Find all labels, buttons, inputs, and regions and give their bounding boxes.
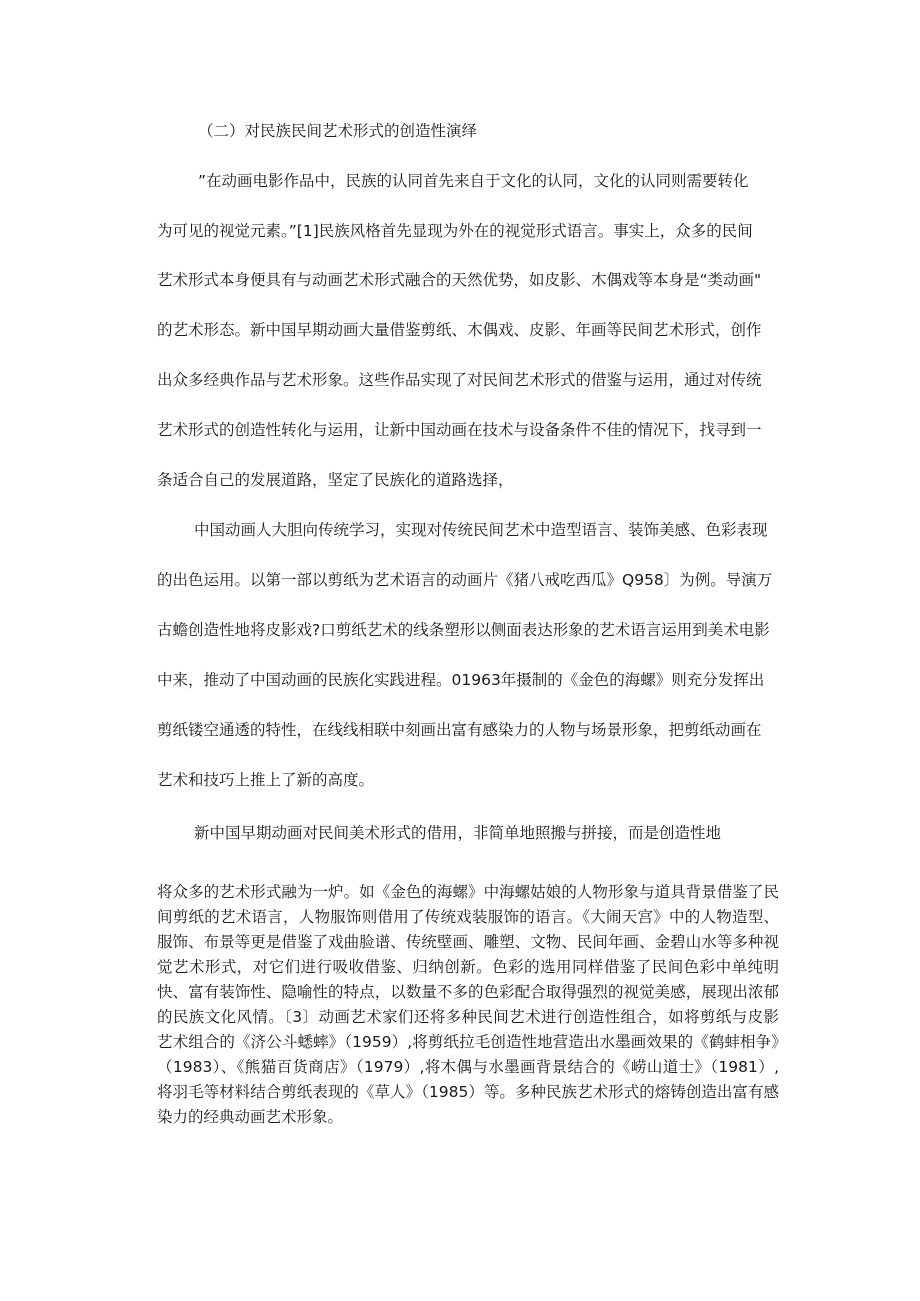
paragraph-line: 为可见的视觉元素。”[1]民族风格首先显现为外在的视觉形式语言。事实上，众多的民间 bbox=[157, 222, 753, 240]
paragraph-line: 艺术和技巧上推上了新的高度。 bbox=[157, 771, 375, 789]
paragraph-line: 艺术形式本身便具有与动画艺术形式融合的天然优势，如皮影、木偶戏等本身是“类动画" bbox=[157, 271, 762, 289]
paragraph-line: 古蟾创造性地将皮影戏?口剪纸艺术的线条塑形以侧面表达形象的艺术语言运用到美术电影 bbox=[157, 621, 770, 639]
paragraph-line: 剪纸镂空通透的特性，在线线相联中刻画出富有感染力的人物与场景形象，把剪纸动画在 bbox=[157, 721, 762, 739]
paragraph-line: 中来，推动了中国动画的民族化实践进程。01963年摄制的《金色的海螺》则充分发挥出 bbox=[157, 671, 765, 689]
paragraph-line: 中国动画人大胆向传统学习，实现对传统民间艺术中造型语言、装饰美感、色彩表现 bbox=[194, 521, 768, 539]
section-heading: （二）对民族民间艺术形式的创造性演绎 bbox=[198, 122, 478, 140]
paragraph-line: ”在动画电影作品中，民族的认同首先来自于文化的认同，文化的认同则需要转化 bbox=[198, 172, 749, 190]
paragraph-body: 将众多的艺术形式融为一炉。如《金色的海螺》中海螺姑娘的人物形象与道具背景借鉴了民间剪纸的艺术语言，人物服饰则借用了传统戏装服饰的语言。《大闹天宫》中的人物造型、服饰、布景等更是借鉴了戏曲脸谱、传统壁画、雕塑、文物、民间年画、金碧山水等多种视觉艺术形式，对它们进行吸收借鉴、归纳创新。色彩的选用同样借鉴了民间色彩中单纯明快、富有装饰性、隐喻性的特点，以数量不多的色彩配合取得强烈的视觉美感，展现出浓郁的民族文化风情。〔3〕动画艺术家们还将多种民间艺术进行创造性组合，如将剪纸与皮影艺术组合的《济公斗蟋蟀》（1959）,将剪纸拉毛创造性地营造出水墨画效果的《鹤蚌相争》（1983）、《熊猫百货商店》（1979）,将木偶与水墨画背景结合的《崂山道士》（1981）,将羽毛等材料结合剪纸表现的《草人》（1985）等。多种民族艺术形式的熔铸创造出富有感染力的经典动画艺术形象。 bbox=[157, 883, 779, 1126]
paragraph-line: 艺术形式的创造性转化与运用，让新中国动画在技术与设备条件不佳的情况下，找寻到一 bbox=[157, 421, 762, 439]
paragraph-line: 的出色运用。以第一部以剪纸为艺术语言的动画片《猪八戒吃西瓜》Q958〕为例。导演万 bbox=[157, 571, 773, 589]
paragraph-first-line: 新中国早期动画对民间美术形式的借用，非简单地照搬与拼接，而是创造性地 bbox=[194, 824, 722, 842]
paragraph-line: 条适合自己的发展道路，坚定了民族化的道路选择， bbox=[157, 471, 514, 489]
paragraph-line: 出众多经典作品与艺术形象。这些作品实现了对民间艺术形式的借鉴与运用，通过对传统 bbox=[157, 371, 762, 389]
paragraph-line: 的艺术形态。新中国早期动画大量借鉴剪纸、木偶戏、皮影、年画等民间艺术形式，创作 bbox=[157, 321, 762, 339]
